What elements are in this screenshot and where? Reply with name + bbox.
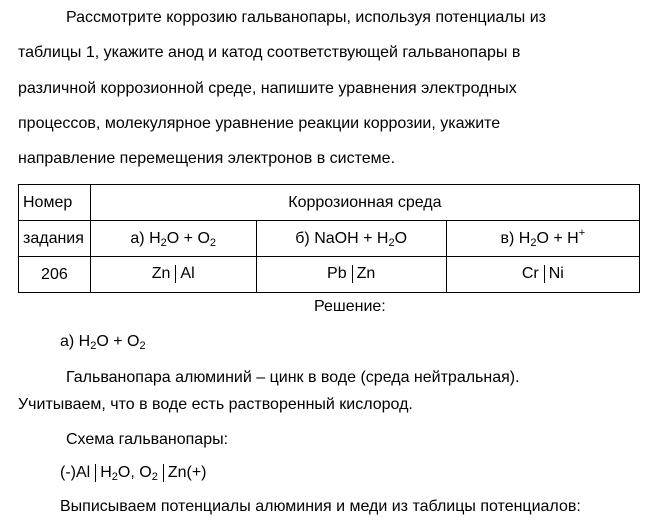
paragraph-1-line-2: Учитываем, что в воде есть растворенный кислород. — [18, 396, 413, 413]
pair-c: Cr Ni — [446, 257, 639, 293]
solution-title: Решение: — [314, 298, 386, 315]
last-line: Выписываем потенциалы алюминия и меди из таблицы потенциалов: — [60, 498, 581, 515]
paragraph-1-line-1: Гальванопара алюминий – цинк в воде (среда нейтральная). — [66, 369, 520, 386]
task-number: 206 — [19, 257, 91, 293]
pair-a: Zn Al — [90, 257, 256, 293]
table-row — [19, 185, 640, 221]
intro-line-4: процессов, молекулярное уравнение реакции коррозии, укажите — [18, 115, 501, 132]
env-c: в) $H_2O + H^+$ — [446, 221, 639, 257]
intro-line-2: таблицы 1, укажите анод и катод соответствующей гальванопары в — [18, 44, 521, 61]
header-number-bottom: задания — [19, 221, 91, 257]
intro-line-5: направление перемещения электронов в системе. — [18, 150, 396, 167]
scheme-title: Схема гальванопары: — [66, 431, 229, 448]
header-number-top: Номер — [19, 185, 91, 221]
intro-line-1: Рассмотрите коррозию гальванопары, используя потенциалы из — [66, 9, 546, 26]
header-environment: Коррозионная среда — [90, 185, 639, 221]
env-a: а) $H_2O + O_2$ — [90, 221, 256, 257]
table-row — [19, 257, 640, 293]
env-b: б) NaOH + $H_2O$ — [256, 221, 446, 257]
intro-line-3: различной коррозионной среде, напишите уравнения электродных — [18, 80, 517, 97]
pair-b: Pb Zn — [256, 257, 446, 293]
table-row — [19, 221, 640, 257]
galvanic-scheme: (-)Al $H_2O$, $O_2$ Zn(+) — [60, 464, 207, 483]
part-a-heading: а) $H_2O + O_2$ — [60, 333, 146, 352]
corrosion-table — [18, 184, 640, 293]
